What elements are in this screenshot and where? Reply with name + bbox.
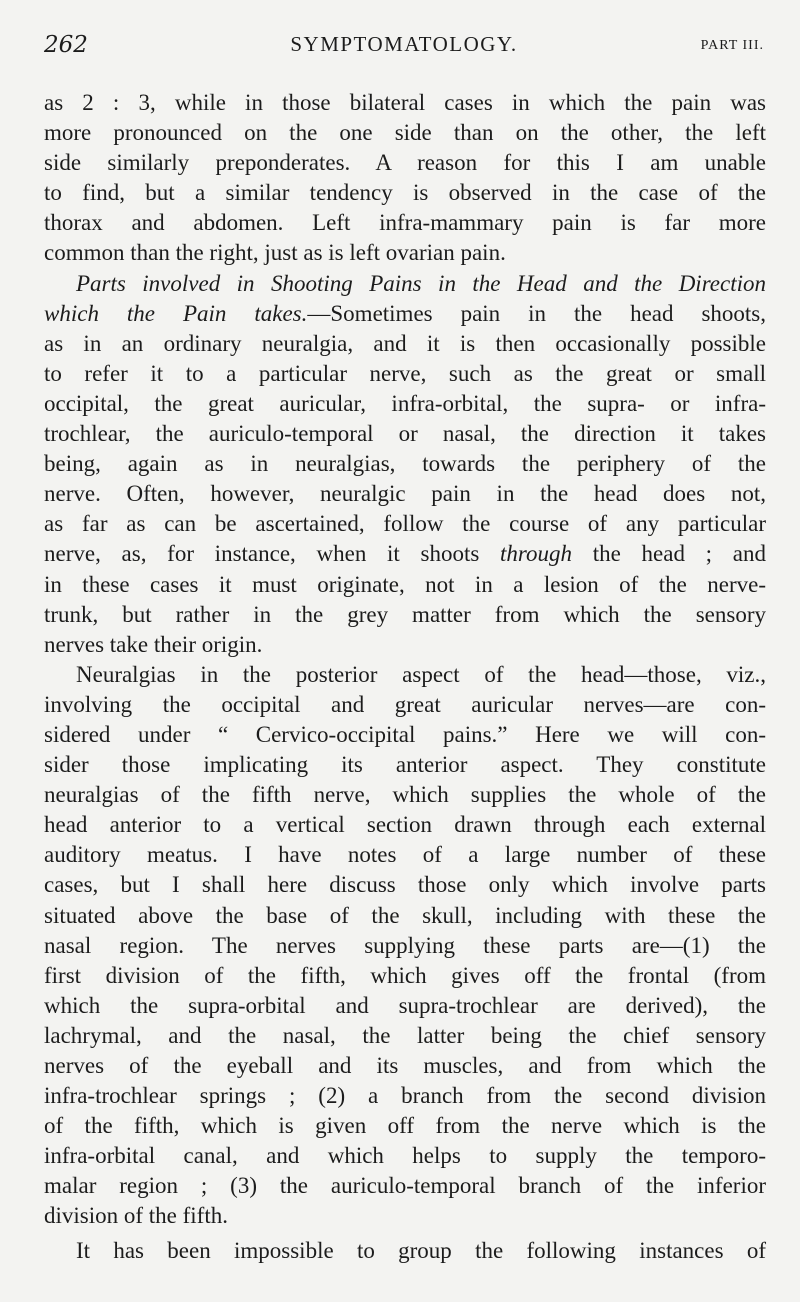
paragraph-1 <box>44 88 766 269</box>
paragraph-2 <box>44 269 766 660</box>
page-header <box>44 26 764 66</box>
section-heading <box>44 269 766 299</box>
text-line: situated above the base of the skull, including with these the <box>44 902 766 928</box>
text-line: which the supra-orbital and supra-trochlear are derived), the <box>44 992 766 1018</box>
text-line: nerve. Often, however, neuralgic pain in the head does not, <box>44 481 766 507</box>
text-line: sidered under “ Cervico-occipital pains.” Here we will con- <box>44 721 766 747</box>
text-line: cases, but I shall here discuss those only which involve parts <box>44 872 766 898</box>
text-line: lachrymal, and the nasal, the latter being the chief sensory <box>44 1022 766 1048</box>
text-line: as 2 : 3, while in those bilateral cases in which the pain was <box>44 90 766 115</box>
text-line: being, again as in neuralgias, towards the periphery of the <box>44 451 766 477</box>
text-line: nerves take their origin. <box>44 631 263 657</box>
text-line: auditory meatus. I have notes of a large number of these <box>44 842 766 868</box>
text-line: side similarly preponderates. A reason for this I am unable <box>44 150 766 176</box>
text-line: nerves of the eyeball and its muscles, and from which the <box>44 1053 766 1078</box>
body-text <box>44 88 766 1266</box>
text-line: malar region ; (3) the auriculo-temporal branch of the inferior <box>44 1173 766 1199</box>
text-line: to find, but a similar tendency is observed in the case of the <box>44 180 766 206</box>
text-line: It has been impossible to group the following instances of <box>76 1237 766 1263</box>
section-heading-italic: Parts involved in Shooting Pains in the Head and the Direction <box>76 270 766 296</box>
text-line: of the fifth, which is given off from the nerve which is the <box>44 1113 766 1139</box>
text-line: more pronounced on the one side than on the other, the left <box>44 120 766 146</box>
text-span: nerve, as, for instance, when it shoots <box>44 541 480 567</box>
text-line: first division of the fifth, which gives off the frontal (from <box>44 962 766 988</box>
running-title: SYMPTOMATOLOGY. <box>290 32 518 56</box>
text-line <box>44 299 766 329</box>
text-line: in these cases it must originate, not in a lesion of the nerve- <box>44 571 766 597</box>
text-line: division of the fifth. <box>44 1203 228 1229</box>
text-line: Neuralgias in the posterior aspect of the head—those, viz., <box>76 661 766 687</box>
text-line: common than the right, just as is left ovarian pain. <box>44 240 506 266</box>
paragraph-4 <box>44 1236 766 1266</box>
text-line: as in an ordinary neuralgia, and it is then occasionally possible <box>44 330 766 356</box>
text-line: infra-orbital canal, and which helps to supply the temporo- <box>44 1143 766 1169</box>
text-line <box>44 539 766 569</box>
text-line: nasal region. The nerves supplying these parts are—(1) the <box>44 932 766 958</box>
part-label: PART III. <box>700 38 764 53</box>
text-line: to refer it to a particular nerve, such as the great or small <box>44 360 766 386</box>
text-line: thorax and abdomen. Left infra-mammary pain is far more <box>44 210 766 236</box>
text-line: head anterior to a vertical section drawn through each external <box>44 812 766 838</box>
section-heading-italic-end: which the Pain takes. <box>44 300 308 326</box>
text-line: trochlear, the auriculo-temporal or nasal, the direction it takes <box>44 421 766 447</box>
page-number: 262 <box>44 32 88 58</box>
text-line: as far as can be ascertained, follow the course of any particular <box>44 511 766 537</box>
text-line: neuralgias of the fifth nerve, which supplies the whole of the <box>44 782 766 808</box>
text-span: —Sometimes pain in the head shoots, <box>307 300 766 326</box>
text-span: the head ; and <box>592 541 766 567</box>
emphasis-through: through <box>500 541 573 567</box>
text-line: involving the occipital and great auricular nerves—are con- <box>44 691 766 717</box>
text-line: infra-trochlear springs ; (2) a branch from the second division <box>44 1083 766 1109</box>
text-line: occipital, the great auricular, infra-orbital, the supra- or infra- <box>44 390 766 416</box>
text-line: sider those implicating its anterior aspect. They constitute <box>44 752 766 778</box>
paragraph-3 <box>44 660 766 1232</box>
text-line: trunk, but rather in the grey matter from which the sensory <box>44 601 766 627</box>
